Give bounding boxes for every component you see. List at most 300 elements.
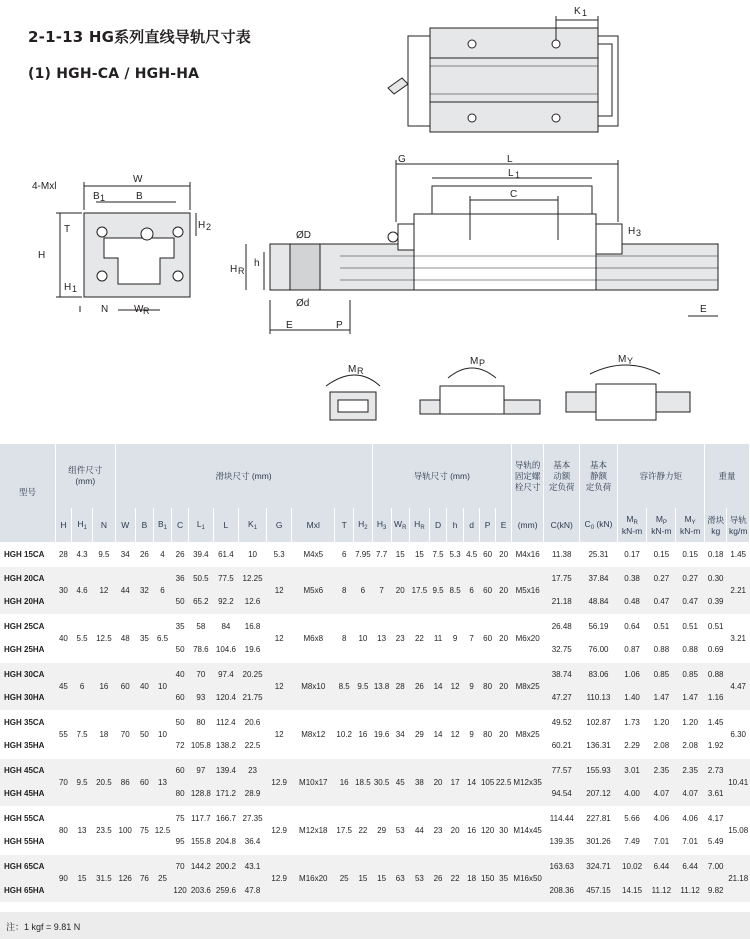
cell-H1: 7.5 (71, 710, 92, 758)
cell-G: 12.9 (266, 758, 292, 806)
cell-C: 40 (172, 662, 189, 686)
cell-MP: 2.08 (647, 734, 676, 758)
col-slider-weight: 滑块 kg (705, 508, 727, 542)
cell-h: 8.5 (447, 566, 464, 614)
cell-H: 55 (55, 710, 71, 758)
cell-K1: 21.75 (239, 686, 267, 710)
cell-H: 40 (55, 614, 71, 662)
cell-L1: 93 (189, 686, 214, 710)
cell-MR: 5.66 (617, 806, 647, 830)
cell-P: 60 (480, 542, 496, 566)
cell-h: 17 (447, 758, 464, 806)
cell-model: HGH 25CA (0, 614, 55, 638)
cell-L1: 117.7 (189, 806, 214, 830)
cell-MY: 0.85 (676, 662, 705, 686)
cell-L1: 58 (189, 614, 214, 638)
cell-h: 20 (447, 806, 464, 854)
page-header (0, 0, 750, 440)
cell-E: 20 (496, 710, 512, 758)
cell-kg: 5.49 (705, 830, 727, 854)
cell-MP: 1.20 (647, 710, 676, 734)
col-N: N (93, 508, 115, 542)
cell-B1: 13 (153, 758, 171, 806)
cell-HR: 26 (409, 662, 429, 710)
cell-Mxl: M6x8 (292, 614, 335, 662)
cell-model: HGH 65HA (0, 878, 55, 902)
cell-C0: 76.00 (580, 638, 617, 662)
cell-E: 30 (496, 806, 512, 854)
cell-d: 9 (464, 662, 480, 710)
cell-kg: 1.92 (705, 734, 727, 758)
cell-T: 8 (335, 614, 354, 662)
label-w: W (133, 174, 143, 185)
table-row (0, 758, 750, 782)
cell-L: 84 (213, 614, 239, 638)
cell-Cd: 77.57 (544, 758, 580, 782)
cell-HR: 44 (409, 806, 429, 854)
cell-H: 45 (55, 662, 71, 710)
label-l1-sub: 1 (515, 170, 521, 180)
cell-kg: 0.51 (705, 614, 727, 638)
cell-G: 12.9 (266, 854, 292, 902)
cell-C0: 301.26 (580, 830, 617, 854)
label-l1: L (508, 168, 514, 179)
cell-C0: 83.06 (580, 662, 617, 686)
cell-W: 100 (115, 806, 135, 854)
label-mp: M (470, 356, 479, 367)
cell-N: 9.5 (93, 542, 115, 566)
cell-P: 150 (480, 854, 496, 902)
cell-B1: 10 (153, 710, 171, 758)
label-c: C (510, 189, 518, 200)
cell-MR: 3.01 (617, 758, 647, 782)
cell-H1: 5.5 (71, 614, 92, 662)
cell-E: 35 (496, 854, 512, 902)
col-E: E (496, 508, 512, 542)
cell-kg: 0.88 (705, 662, 727, 686)
cell-B1: 10 (153, 662, 171, 710)
cell-model: HGH 20HA (0, 590, 55, 614)
cell-W: 48 (115, 614, 135, 662)
cell-C: 95 (172, 830, 189, 854)
cell-Cd: 49.52 (544, 710, 580, 734)
cell-MR: 1.06 (617, 662, 647, 686)
cell-kgm: 4.47 (727, 662, 750, 710)
cell-h: 5.3 (447, 542, 464, 566)
col-L: L (213, 508, 239, 542)
col-group-rail: 导轨尺寸 (mm) (372, 444, 512, 508)
cell-C: 36 (172, 566, 189, 590)
cell-d: 18 (464, 854, 480, 902)
cell-MP: 1.47 (647, 686, 676, 710)
cell-bolt: M5x16 (512, 566, 544, 614)
side-view-drawing (246, 160, 718, 334)
spec-table-body (0, 542, 750, 902)
page-title: 2-1-13 HG系列直线导轨尺寸表 (28, 28, 251, 46)
cell-Cd: 26.48 (544, 614, 580, 638)
cell-bolt: M8x25 (512, 662, 544, 710)
col-MY: $M_Y$ kN-m (676, 508, 705, 542)
cell-MP: 0.88 (647, 638, 676, 662)
col-model: 型号 (0, 444, 55, 542)
cell-G: 12 (266, 710, 292, 758)
cell-MY: 0.27 (676, 566, 705, 590)
cell-C0: 155.93 (580, 758, 617, 782)
footnote-bar (0, 912, 750, 939)
cell-L: 139.4 (213, 758, 239, 782)
cell-H2: 10 (354, 614, 372, 662)
col-MP: $M_P$ kN-m (647, 508, 676, 542)
cell-L: 166.7 (213, 806, 239, 830)
label-h2: H (198, 220, 206, 231)
cell-H2: 22 (354, 806, 372, 854)
col-HR: $H_R$ (409, 508, 429, 542)
label-g: G (398, 154, 406, 165)
col-G: G (266, 508, 292, 542)
cell-K1: 23 (239, 758, 267, 782)
cell-HR: 17.5 (409, 566, 429, 614)
table-row (0, 710, 750, 734)
cell-bolt: M12x35 (512, 758, 544, 806)
label-mr-sub: R (357, 366, 364, 376)
cell-MY: 0.47 (676, 590, 705, 614)
cell-H3: 13 (372, 614, 391, 662)
cell-K1: 43.1 (239, 854, 267, 878)
table-row (0, 854, 750, 878)
cell-Cd: 47.27 (544, 686, 580, 710)
cell-K1: 22.5 (239, 734, 267, 758)
cell-C: 60 (172, 758, 189, 782)
col-group-block: 滑块尺寸 (mm) (115, 444, 372, 508)
cell-K1: 12.25 (239, 566, 267, 590)
cell-K1: 36.4 (239, 830, 267, 854)
cell-L: 61.4 (213, 542, 239, 566)
cell-kgm: 10.41 (727, 758, 750, 806)
cell-K1: 16.8 (239, 614, 267, 638)
cell-C0: 56.19 (580, 614, 617, 638)
cell-H: 70 (55, 758, 71, 806)
cell-WR: 34 (391, 710, 409, 758)
cell-Cd: 21.18 (544, 590, 580, 614)
cell-MP: 0.85 (647, 662, 676, 686)
cell-Cd: 11.38 (544, 542, 580, 566)
cell-kg: 0.39 (705, 590, 727, 614)
cell-D: 11 (430, 614, 447, 662)
cell-C0: 102.87 (580, 710, 617, 734)
cell-D: 14 (430, 710, 447, 758)
cell-C0: 457.15 (580, 878, 617, 902)
label-mr: M (348, 364, 357, 375)
cell-B: 76 (135, 854, 153, 902)
cell-W: 126 (115, 854, 135, 902)
col-K1: $K_1$ (239, 508, 267, 542)
cell-E: 20 (496, 662, 512, 710)
col-h: h (447, 508, 464, 542)
cell-H1: 13 (71, 806, 92, 854)
cell-Cd: 114.44 (544, 806, 580, 830)
page-subtitle: (1) HGH-CA / HGH-HA (28, 66, 200, 82)
label-hr-sub: R (238, 266, 245, 276)
cell-C: 72 (172, 734, 189, 758)
label-k1-sub: 1 (582, 8, 588, 18)
cell-C0: 136.31 (580, 734, 617, 758)
col-H1: $H_1$ (71, 508, 92, 542)
cell-H2: 6 (354, 566, 372, 614)
cell-kgm: 21.18 (727, 854, 750, 902)
cell-H2: 15 (354, 854, 372, 902)
cell-bolt: M14x45 (512, 806, 544, 854)
cell-WR: 45 (391, 758, 409, 806)
cell-W: 34 (115, 542, 135, 566)
cell-C0: 207.12 (580, 782, 617, 806)
cell-L1: 144.2 (189, 854, 214, 878)
label-mp-sub: P (479, 358, 486, 368)
cell-C0: 48.84 (580, 590, 617, 614)
cell-MY: 7.01 (676, 830, 705, 854)
col-C0-kN: $C_0$ (kN) (580, 508, 617, 542)
col-group-dynamic-load: 基本 动额 定负荷 (544, 444, 580, 508)
cell-C: 50 (172, 638, 189, 662)
cell-MR: 0.64 (617, 614, 647, 638)
cell-C: 35 (172, 614, 189, 638)
cell-kgm: 3.21 (727, 614, 750, 662)
col-H2: $H_2$ (354, 508, 372, 542)
label-h3-sub: 3 (636, 228, 642, 238)
cell-kg: 3.61 (705, 782, 727, 806)
cell-model: HGH 55CA (0, 806, 55, 830)
cell-MP: 0.51 (647, 614, 676, 638)
cell-L: 204.8 (213, 830, 239, 854)
cell-Mxl: M4x5 (292, 542, 335, 566)
cell-h: 22 (447, 854, 464, 902)
cell-MP: 0.47 (647, 590, 676, 614)
col-bolt-unit: (mm) (512, 508, 544, 542)
cell-H3: 30.5 (372, 758, 391, 806)
cell-D: 14 (430, 662, 447, 710)
label-wr: W (134, 304, 144, 315)
cell-C: 60 (172, 686, 189, 710)
cell-B1: 25 (153, 854, 171, 902)
label-wr-sub: R (143, 306, 150, 316)
cell-WR: 20 (391, 566, 409, 614)
col-group-bolt: 导轨的 固定螺 栓尺寸 (512, 444, 544, 508)
col-C: C (172, 508, 189, 542)
cell-W: 60 (115, 662, 135, 710)
col-L1: $L_1$ (189, 508, 214, 542)
col-MR: $M_R$ kN-m (617, 508, 647, 542)
cell-kg: 0.30 (705, 566, 727, 590)
cell-L1: 80 (189, 710, 214, 734)
cell-model: HGH 15CA (0, 542, 55, 566)
cell-Mxl: M12x18 (292, 806, 335, 854)
cell-T: 6 (335, 542, 354, 566)
cell-E: 20 (496, 566, 512, 614)
cell-C: 75 (172, 806, 189, 830)
cell-kg: 7.00 (705, 854, 727, 878)
cell-B1: 12.5 (153, 806, 171, 854)
col-H: H (55, 508, 71, 542)
cell-H: 90 (55, 854, 71, 902)
cell-H1: 15 (71, 854, 92, 902)
moment-my-drawing (566, 365, 690, 420)
cell-C0: 37.84 (580, 566, 617, 590)
cell-Cd: 17.75 (544, 566, 580, 590)
col-rail-weight: 导轨 kg/m (727, 508, 750, 542)
cell-bolt: M6x20 (512, 614, 544, 662)
cell-D: 9.5 (430, 566, 447, 614)
cell-MY: 1.20 (676, 710, 705, 734)
cell-H1: 6 (71, 662, 92, 710)
col-T: T (335, 508, 354, 542)
label-b1-sub: 1 (100, 193, 106, 203)
cell-Mxl: M5x6 (292, 566, 335, 614)
cell-Mxl: M8x10 (292, 662, 335, 710)
cell-WR: 28 (391, 662, 409, 710)
table-row (0, 662, 750, 686)
cell-H2: 7.95 (354, 542, 372, 566)
cell-MP: 0.27 (647, 566, 676, 590)
cell-B: 40 (135, 662, 153, 710)
cell-H3: 7 (372, 566, 391, 614)
cell-C0: 324.71 (580, 854, 617, 878)
cell-H1: 4.3 (71, 542, 92, 566)
cell-H3: 15 (372, 854, 391, 902)
cell-bolt: M4x16 (512, 542, 544, 566)
cell-K1: 47.8 (239, 878, 267, 902)
label-mxl: 4-Mxl (32, 181, 57, 192)
moment-mp-drawing (420, 368, 540, 414)
cell-MP: 2.35 (647, 758, 676, 782)
cell-H3: 7.7 (372, 542, 391, 566)
cell-K1: 19.6 (239, 638, 267, 662)
cell-N: 20.5 (93, 758, 115, 806)
cell-Mxl: M8x12 (292, 710, 335, 758)
cell-model: HGH 25HA (0, 638, 55, 662)
cell-HR: 15 (409, 542, 429, 566)
table-row (0, 566, 750, 590)
cell-kg: 9.82 (705, 878, 727, 902)
cell-T: 10.2 (335, 710, 354, 758)
cell-G: 12 (266, 566, 292, 614)
cell-E: 22.5 (496, 758, 512, 806)
cell-MR: 0.38 (617, 566, 647, 590)
cell-P: 80 (480, 710, 496, 758)
cell-HR: 38 (409, 758, 429, 806)
cell-D: 23 (430, 806, 447, 854)
cell-Cd: 94.54 (544, 782, 580, 806)
cell-MR: 10.02 (617, 854, 647, 878)
cell-H2: 18.5 (354, 758, 372, 806)
cell-Cd: 208.36 (544, 878, 580, 902)
col-group-weight: 重量 (705, 444, 750, 508)
cell-model: HGH 55HA (0, 830, 55, 854)
cell-bolt: M8x25 (512, 710, 544, 758)
cell-L: 171.2 (213, 782, 239, 806)
cell-K1: 20.25 (239, 662, 267, 686)
cell-H: 28 (55, 542, 71, 566)
cell-H3: 19.6 (372, 710, 391, 758)
cell-MR: 0.48 (617, 590, 647, 614)
cell-L1: 78.6 (189, 638, 214, 662)
cell-d: 6 (464, 566, 480, 614)
cell-H: 80 (55, 806, 71, 854)
cell-Cd: 163.63 (544, 854, 580, 878)
col-H3: $H_3$ (372, 508, 391, 542)
cell-H2: 16 (354, 710, 372, 758)
label-h-small: h (254, 258, 260, 269)
cell-H: 30 (55, 566, 71, 614)
cell-MY: 11.12 (676, 878, 705, 902)
col-D: D (430, 508, 447, 542)
table-group-header-row (0, 444, 750, 508)
cell-L1: 39.4 (189, 542, 214, 566)
cell-T: 25 (335, 854, 354, 902)
label-p: P (336, 320, 343, 331)
cell-E: 20 (496, 614, 512, 662)
cell-B1: 4 (153, 542, 171, 566)
cell-MY: 4.06 (676, 806, 705, 830)
cell-WR: 63 (391, 854, 409, 902)
col-W: W (115, 508, 135, 542)
cell-Cd: 38.74 (544, 662, 580, 686)
cell-L1: 155.8 (189, 830, 214, 854)
cell-K1: 10 (239, 542, 267, 566)
cell-d: 7 (464, 614, 480, 662)
cell-W: 70 (115, 710, 135, 758)
table-row (0, 542, 750, 566)
label-k1: K (574, 6, 581, 17)
cell-B1: 6 (153, 566, 171, 614)
table-row (0, 806, 750, 830)
cell-Cd: 139.35 (544, 830, 580, 854)
cell-MR: 0.87 (617, 638, 647, 662)
cell-D: 7.5 (430, 542, 447, 566)
cell-MY: 1.47 (676, 686, 705, 710)
label-h: H (38, 250, 46, 261)
label-e: E (286, 320, 293, 331)
cell-C: 26 (172, 542, 189, 566)
top-view-drawing (388, 16, 618, 132)
cell-P: 60 (480, 566, 496, 614)
label-b: B (136, 191, 143, 202)
cell-L: 77.5 (213, 566, 239, 590)
label-t: T (64, 224, 71, 235)
cell-K1: 20.6 (239, 710, 267, 734)
cell-C: 80 (172, 782, 189, 806)
cell-Cd: 60.21 (544, 734, 580, 758)
cell-kg: 4.17 (705, 806, 727, 830)
col-group-static-load: 基本 静额 定负荷 (580, 444, 617, 508)
label-l: L (507, 154, 513, 165)
cell-C0: 110.13 (580, 686, 617, 710)
cell-C: 70 (172, 854, 189, 878)
cell-H2: 9.5 (354, 662, 372, 710)
cell-P: 105 (480, 758, 496, 806)
cell-MR: 0.17 (617, 542, 647, 566)
moment-mr-drawing (326, 375, 380, 420)
cell-P: 80 (480, 662, 496, 710)
cell-WR: 53 (391, 806, 409, 854)
cell-H1: 9.5 (71, 758, 92, 806)
label-h1-sub: 1 (72, 284, 78, 294)
cell-L: 120.4 (213, 686, 239, 710)
cell-Cd: 32.75 (544, 638, 580, 662)
cell-HR: 29 (409, 710, 429, 758)
cell-MY: 6.44 (676, 854, 705, 878)
cell-Mxl: M16x20 (292, 854, 335, 902)
cell-L: 138.2 (213, 734, 239, 758)
cell-H3: 13.8 (372, 662, 391, 710)
